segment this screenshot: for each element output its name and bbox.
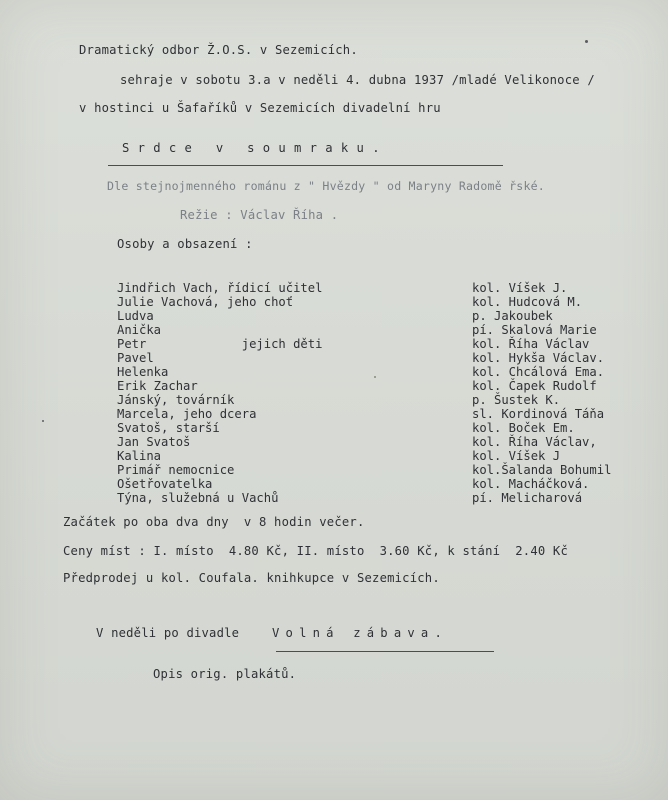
cast-actor: kol. Hykša Václav. <box>472 351 605 365</box>
header-line-3: v hostinci u Šafaříků v Sezemicích divadelní hru <box>79 101 441 115</box>
paper-speck <box>374 376 376 378</box>
cast-role: Týna, služebná u Vachů <box>117 491 279 505</box>
footer-note: Opis orig. plakátů. <box>153 667 297 681</box>
header-line-2: sehraje v sobotu 3.a v neděli 4. dubna 1937 /mladé Velikonoce / <box>120 73 595 87</box>
cast-role: Helenka <box>117 365 169 379</box>
cast-role: Erik Zachar <box>117 379 198 393</box>
cast-role: Julie Vachová, jeho choť <box>117 295 294 309</box>
cast-actor: kol. Macháčková. <box>472 477 590 491</box>
cast-actor: kol.Šalanda Bohumil <box>472 463 612 477</box>
cast-actor: kol. Chcálová Ema. <box>472 365 605 379</box>
cast-actor: kol. Hudcová M. <box>472 295 583 309</box>
paper-speck <box>42 420 44 422</box>
event-underline <box>276 651 494 652</box>
director-line: Režie : Václav Říha . <box>180 208 339 222</box>
presale-line: Předprodej u kol. Coufala. knihkupce v Sezemicích. <box>63 571 440 585</box>
cast-actor: p. Jakoubek <box>472 309 553 323</box>
cast-actor: kol. Víšek J <box>472 449 561 463</box>
paper-speck <box>585 40 588 43</box>
cast-actor: kol. Boček Em. <box>472 421 575 435</box>
start-time-line: Začátek po oba dva dny v 8 hodin večer. <box>63 515 365 529</box>
cast-role: Primář nemocnice <box>117 463 235 477</box>
cast-actor: p. Šustek K. <box>472 393 561 407</box>
after-show-event: Volná zábava. <box>272 626 448 640</box>
title-underline <box>108 165 503 166</box>
cast-actor: kol. Říha Václav, <box>472 435 597 449</box>
source-note: Dle stejnojmenného románu z " Hvězdy " od Maryny Radomě řské. <box>107 179 545 193</box>
cast-actor: pí. Skalová Marie <box>472 323 597 337</box>
cast-role: Jánský, továrník <box>117 393 235 407</box>
prices-line: Ceny míst : I. místo 4.80 Kč, II. místo 3.60 Kč, k stání 2.40 Kč <box>63 544 569 558</box>
cast-actor: kol. Víšek J. <box>472 281 568 295</box>
cast-role: Ošetřovatelka <box>117 477 213 491</box>
cast-role: Kalina <box>117 449 162 463</box>
cast-role: Pavel <box>117 351 154 365</box>
cast-role: Svatoš, starší <box>117 421 220 435</box>
after-show-prefix: V neděli po divadle <box>96 626 240 640</box>
cast-role: Anička <box>117 323 162 337</box>
cast-actor: pí. Melicharová <box>472 491 583 505</box>
cast-role: Jan Svatoš <box>117 435 191 449</box>
cast-role: Jindřich Vach, řídicí učitel <box>117 281 323 295</box>
cast-role: Marcela, jeho dcera <box>117 407 257 421</box>
cast-role: Petr jejich děti <box>117 337 323 351</box>
cast-actor: sl. Kordinová Táňa <box>472 407 605 421</box>
cast-role: Ludva <box>117 309 154 323</box>
cast-actor: kol. Říha Václav <box>472 337 590 351</box>
cast-heading: Osoby a obsazení : <box>117 237 253 251</box>
play-title: Srdce v soumraku. <box>122 141 388 155</box>
header-line-1: Dramatický odbor Ž.O.S. v Sezemicích. <box>79 43 358 57</box>
cast-actor: kol. Čapek Rudolf <box>472 379 597 393</box>
